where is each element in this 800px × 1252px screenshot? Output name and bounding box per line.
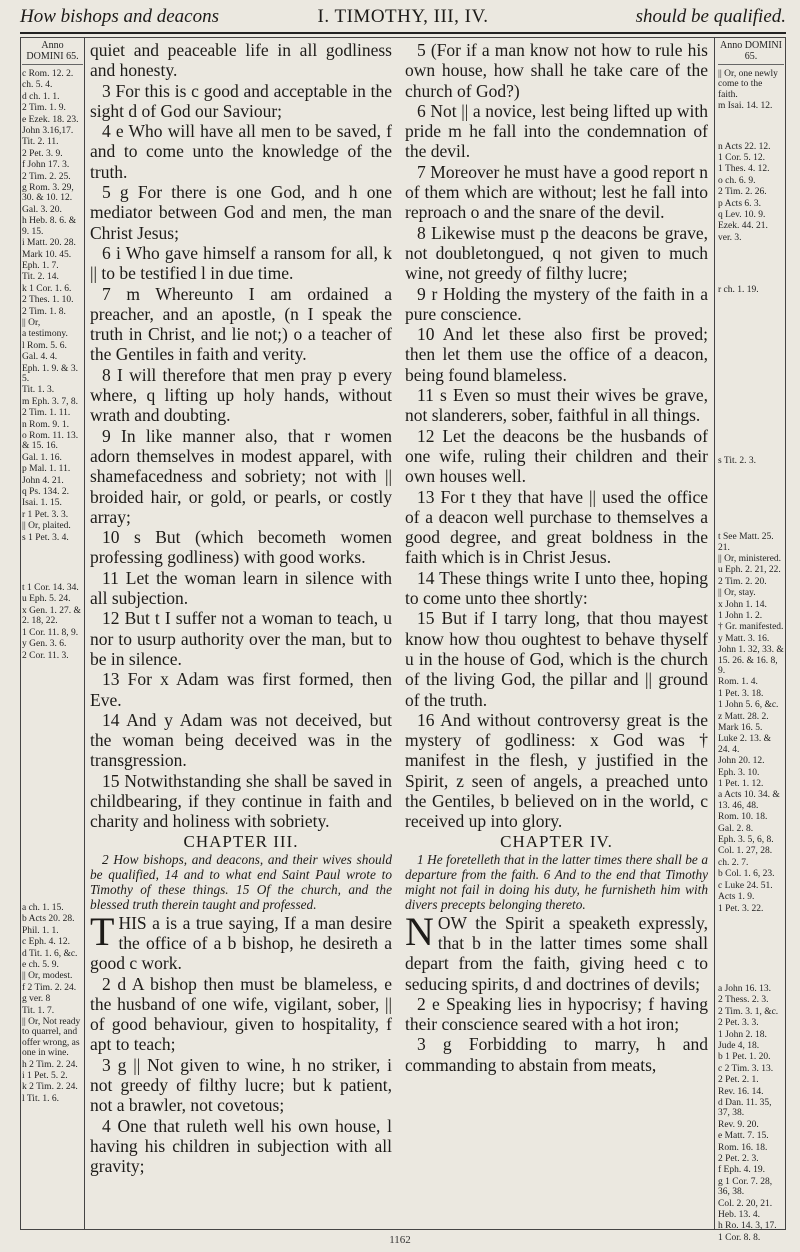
margin-reference: Tit. 2. 14. [22,272,59,283]
margin-reference: l Rom. 5. 6. [22,340,67,351]
margin-reference: || Or, stay. [718,588,756,599]
margin-reference: Acts 1. 9. [718,892,755,903]
margin-reference: 2 Cor. 11. 3. [22,650,69,661]
verse-text: 13 For t they that have || used the office of a deacon well purchase to themselves a good degree, and great boldness in the faith which is in Christ Jesus. [405,486,708,568]
margin-reference: o Rom. 11. 13. & 15. 16. [22,431,79,452]
margin-reference: Gal. 4. 4. [22,352,58,363]
verse-text: quiet and peaceable life in all godliness and honesty. [90,40,392,81]
margin-reference: c Eph. 4. 12. [22,937,71,948]
verse-text: 9 In like manner also, that r women adorn themselves in modest apparel, with shamefacedness and sobriety; not with || broided hair, or gold, or pearls, or costly array; [90,425,392,527]
margin-reference: b 1 Pet. 1. 20. [718,1052,771,1063]
margin-reference: o ch. 6. 9. [718,175,756,186]
text-column-1 [90,40,392,1177]
margin-reference: 2 Tim. 2. 20. [718,576,767,587]
margin-reference: p Mal. 1. 11. [22,464,71,475]
verse-text: 4 One that ruleth well his own house, l having his children in subjection with all gravity; [90,1115,392,1177]
chapter-summary: 1 He foretelleth that in the latter times there shall be a departure from the faith. 6 And to the end that Timothy might not fail in doing his duty, he furnisheth him with divers precepts belonging thereto. [405,851,708,913]
margin-reference: 2 Tim. 1. 11. [22,408,71,419]
chapter-heading: CHAPTER IV. [500,831,613,851]
margin-reference: e ch. 5. 9. [22,959,59,970]
margin-reference: s 1 Pet. 3. 4. [22,532,69,543]
margin-reference: a testimony. [22,329,68,340]
drop-cap: T [90,908,115,954]
margin-reference: Luke 2. 13. & 24. 4. [718,734,772,755]
margin-reference: y Gen. 3. 6. [22,639,67,650]
header-left: How bishops and deacons [20,6,219,27]
margin-reference: h Ro. 14. 3, 17. [718,1221,777,1232]
margin-reference: Gal. 3. 20. [22,204,62,215]
margin-reference: John 4. 21. [22,475,64,486]
verse-text: 12 Let the deacons be the husbands of one wife, ruling their children and their own houses well. [405,425,708,487]
margin-reference: 2 Tim. 3. 1, &c. [718,1006,779,1017]
margin-reference: Eph. 3. 10. [718,767,760,778]
margin-reference: 1 Pet. 3. 18. [718,688,764,699]
margin-reference: u Eph. 5. 24. [22,594,71,605]
margin-reference: h Heb. 8. 6. & 9. 15. [22,216,77,237]
anno-domini-right: Anno DOMINI 65. [718,40,784,65]
verse-text: 8 Likewise must p the deacons be grave, not doubletongued, q not given to much wine, not greedy of filthy lucre; [405,222,708,284]
margin-reference: r 1 Pet. 3. 3. [22,509,69,520]
margin-reference: 2 Tim. 2. 26. [718,187,767,198]
margin-reference: g Rom. 3. 29, 30. & 10. 12. [22,183,74,204]
left-notes-group-1 [22,69,83,543]
chapter-heading: CHAPTER III. [183,831,299,851]
drop-cap: N [405,908,434,954]
verse-text-body: HIS a is a true saying, If a man desire the office of a b bishop, he desireth a good c work. [90,912,392,974]
margin-reference: Phil. 1. 1. [22,925,59,936]
verse-text: 9 r Holding the mystery of the faith in a pure conscience. [405,283,708,324]
margin-reference: Col. 2. 20, 21. [718,1198,773,1209]
margin-reference: Tit. 2. 11. [22,137,59,148]
margin-reference: 1 Pet. 1. 12. [718,779,764,790]
margin-reference: Ezek. 44. 21. [718,221,768,232]
margin-reference: 2 Tim. 1. 8. [22,306,66,317]
margin-reference: s Tit. 2. 3. [718,455,757,466]
margin-reference: Mark 10. 45. [22,249,72,260]
margin-reference: h 2 Tim. 2. 24. [22,1059,78,1070]
verse-text [405,908,708,994]
verse-text: 15 But if I tarry long, that thou mayest know how thou oughtest to behave thyself u in the house of God, which is the church of the living God, the pillar and || ground of the truth. [405,608,708,710]
right-notes-group-6 [718,984,784,1243]
verse-text: 8 I will therefore that men pray p every where, q lifting up holy hands, without wrath and doubting. [90,364,392,426]
margin-reference: t See Matt. 25. 21. [718,532,774,553]
margin-reference: 2 Thess. 2. 3. [718,995,769,1006]
right-notes-group-3 [718,285,784,295]
margin-reference: † Gr. manifested. [718,622,784,633]
margin-reference: 2 Tim. 1. 9. [22,103,66,114]
header-right: should be qualified. [635,6,786,27]
margin-reference: i Matt. 20. 28. [22,238,76,249]
margin-reference: l Tit. 1. 6. [22,1093,59,1104]
margin-reference: John 3.16,17. [22,126,74,137]
margin-reference: t 1 Cor. 14. 34. [22,583,79,594]
margin-reference: Isai. 1. 15. [22,498,62,509]
verse-text: 14 These things write I unto thee, hoping to come unto thee shortly: [405,567,708,609]
verse-text: 5 g For there is one God, and h one mediator between God and men, the man Christ Jesus; [90,182,392,243]
verse-text: 12 But t I suffer not a woman to teach, u nor to usurp authority over the man, but to be in silence. [90,608,392,669]
margin-reference: Rom. 10. 18. [718,812,768,823]
verse-text: 10 And let these also first be proved; then let them use the office of a deacon, being found blameless. [405,324,708,385]
anno-domini-left: Anno DOMINI 65. [22,40,83,65]
left-margin-references [22,40,83,1105]
margin-reference: || Or, modest. [22,971,73,982]
margin-reference: f Eph. 4. 19. [718,1165,765,1176]
margin-reference: 2 Pet. 3. 9. [22,148,63,159]
margin-reference: a Acts 10. 34. & 13. 46, 48. [718,790,780,811]
verse-text-body: OW the Spirit a speaketh expressly, that b in the latter times some shall depart from the faith, giving heed c to seducing spirits, d and doctrines of devils; [405,912,708,994]
right-notes-group-1 [718,69,784,112]
margin-reference: z Matt. 28. 2. [718,711,769,722]
margin-reference: Mark 16. 5. [718,723,763,733]
verse-text: 2 e Speaking lies in hypocrisy; f having their conscience seared with a hot iron; [405,993,708,1035]
margin-reference: g 1 Cor. 7. 28, 36, 38. [718,1176,773,1198]
margin-reference: y Matt. 3. 16. [718,633,770,644]
margin-reference: k 2 Tim. 2. 24. [22,1082,78,1093]
margin-reference: d ch. 1. 1. [22,91,60,102]
margin-reference: c 2 Tim. 3. 13. [718,1063,774,1074]
margin-reference: n Acts 22. 12. [718,141,771,152]
left-notes-group-3 [22,903,83,1104]
header-rule [20,32,786,34]
margin-reference: p Acts 6. 3. [718,198,762,209]
margin-reference: 2 Pet. 3. 3. [718,1018,759,1029]
page-number: 1162 [389,1234,411,1246]
margin-reference: ver. 3. [718,232,742,243]
margin-reference: Eph. 3. 5, 6, 8. [718,835,774,846]
margin-reference: || Or, Not ready to quarrel, and offer wrong, as one in wine. [22,1016,81,1059]
margin-reference: Gal. 1. 16. [22,452,62,463]
verse-text: 4 e Who will have all men to be saved, f and to come unto the knowledge of the truth. [90,121,392,182]
right-margin-references [718,40,784,1244]
verse-text: 7 Moreover he must have a good report n of them which are without; lest he fall into reproach o and the snare of the devil. [405,161,708,223]
margin-reference: 1 John 1. 2. [718,610,763,621]
margin-reference: Eph. 1. 9. & 3. 5. [22,363,78,384]
margin-reference: e Matt. 7. 15. [718,1131,769,1142]
verse-text: 6 Not || a novice, lest being lifted up with pride m he fall into the condemnation of the devil. [405,100,708,162]
margin-reference: || Or, plaited. [22,521,71,532]
margin-reference: b Col. 1. 6, 23. [718,869,775,880]
margin-reference: Col. 1. 27, 28. [718,846,773,857]
margin-reference: Rev. 16. 14. [718,1086,764,1097]
verse-text: 5 (For if a man know not how to rule his own house, how shall he take care of the church of God?) [405,40,708,101]
margin-reference: Jude 4, 18. [718,1040,760,1051]
margin-reference: 1 Thes. 4. 12. [718,164,770,175]
running-header [20,4,786,30]
margin-reference: || Or, [22,317,41,328]
margin-reference: d Tit. 1. 6, &c. [22,948,78,959]
margin-reference: 1 Cor. 8. 8. [718,1232,761,1243]
margin-reference: q Ps. 134. 2. [22,487,69,498]
margin-reference: Rom. 1. 4. [718,677,758,688]
margin-reference: || Or, ministered. [718,553,782,564]
margin-reference: g ver. 8 [22,994,51,1005]
margin-reference: r ch. 1. 19. [718,285,759,296]
margin-reference: b Acts 20. 28. [22,914,75,925]
margin-reference: u Eph. 2. 21, 22. [718,565,781,576]
verse-text: 13 For x Adam was first formed, then Eve. [90,669,392,710]
margin-reference: f John 17. 3. [22,160,70,171]
verse-text: 14 And y Adam was not deceived, but the woman being deceived was in the transgression. [90,709,392,771]
right-margin-divider [714,37,715,1230]
margin-reference: x Gen. 1. 27. & 2. 18, 22. [22,605,81,627]
verse-text: 3 g || Not given to wine, h no striker, i not greedy of filthy lucre; but k patient, not a brawler, not covetous; [90,1054,392,1116]
margin-reference: Heb. 13. 4. [718,1210,760,1221]
margin-reference: n Rom. 9. 1. [22,419,69,430]
left-margin-divider [84,37,85,1230]
left-notes-group-2 [22,583,83,661]
verse-text: 6 i Who gave himself a ransom for all, k || to be testified l in due time. [90,242,392,284]
verse-text: 3 For this is c good and acceptable in the sight d of God our Saviour; [90,80,392,121]
margin-reference: 2 Pet. 2. 3. [718,1154,759,1164]
margin-reference: x John 1. 14. [718,599,767,610]
margin-reference: d Dan. 11. 35, 37, 38. [718,1097,772,1119]
margin-reference: k 1 Cor. 1. 6. [22,283,72,294]
right-notes-group-5 [718,532,784,914]
margin-reference: || Or, one newly come to the faith. [718,69,778,100]
margin-reference: Rom. 16. 18. [718,1142,768,1153]
margin-reference: e Ezek. 18. 23. [22,114,79,125]
margin-reference: m Eph. 3. 7, 8. [22,396,78,407]
margin-reference: c Rom. 12. 2. [22,69,74,79]
verse-text: 2 d A bishop then must be blameless, e the husband of one wife, vigilant, sober, || of good behaviour, given to hospitality, f apt to teach; [90,973,392,1055]
margin-reference: Tit. 1. 7. [22,1005,55,1016]
verse-text: 3 g Forbidding to marry, h and commanding to abstain from meats, [405,1034,708,1075]
margin-reference: q Lev. 10. 9. [718,210,766,221]
verse-text: 10 s But (which becometh women professing godliness) with good works. [90,527,392,568]
verse-text: 16 And without controversy great is the mystery of godliness: x God was † manifest in the flesh, y justified in the Spirit, z seen of angels, a preached unto the Gentiles, b believed on in the world, c received up into glory. [405,709,708,832]
verse-text [90,908,392,974]
margin-reference: ch. 2. 7. [718,857,749,868]
margin-reference: i 1 Pet. 5. 2. [22,1071,68,1081]
margin-reference: Tit. 1. 3. [22,385,55,396]
verse-text: 7 m Whereunto I am ordained a preacher, and an apostle, (n I speak the truth in Christ, and lie not;) o a teacher of the Gentiles in faith and verity. [90,283,392,365]
margin-reference: 2 Pet. 2. 1. [718,1075,759,1086]
right-notes-group-2 [718,142,784,244]
margin-reference: a John 16. 13. [718,983,772,994]
margin-reference: 1 Pet. 3. 22. [718,903,764,914]
margin-reference: Eph. 1. 7. [22,260,59,271]
verse-text: 11 Let the woman learn in silence with all subjection. [90,567,392,609]
margin-reference: 1 Cor. 5. 12. [718,153,765,164]
margin-reference: f 2 Tim. 2. 24. [22,982,77,993]
margin-reference: 1 John 2. 18. [718,1029,767,1040]
margin-reference: 2 Thes. 1. 10. [22,295,74,306]
right-notes-group-4 [718,456,784,466]
text-column-2 [405,40,708,1075]
margin-reference: 1 John 5. 6, &c. [718,700,779,711]
header-center: I. TIMOTHY, III, IV. [317,6,489,27]
margin-reference: ch. 5. 4. [22,80,53,91]
margin-reference: John 20. 12. [718,756,765,767]
margin-reference: 1 Cor. 11. 8, 9. [22,627,79,638]
margin-reference: John 1. 32, 33. & 15. 26. & 16. 8, 9. [718,645,784,676]
margin-reference: a ch. 1. 15. [22,902,64,913]
chapter-summary: 2 How bishops, and deacons, and their wives should be qualified, 14 and to what end Saint Paul wrote to Timothy of these things. 15 Of the church, and the blessed truth therein taught and professed. [90,851,392,913]
margin-reference: 2 Tim. 2. 25. [22,171,71,182]
margin-reference: Rev. 9. 20. [718,1119,759,1130]
margin-reference: c Luke 24. 51. [718,880,773,891]
verse-text: 11 s Even so must their wives be grave, not slanderers, sober, faithful in all things. [405,385,708,426]
margin-reference: Gal. 2. 8. [718,823,754,834]
verse-text: 15 Notwithstanding she shall be saved in childbearing, if they continue in faith and charity and holiness with sobriety. [90,770,392,832]
margin-reference: m Isai. 14. 12. [718,101,773,112]
